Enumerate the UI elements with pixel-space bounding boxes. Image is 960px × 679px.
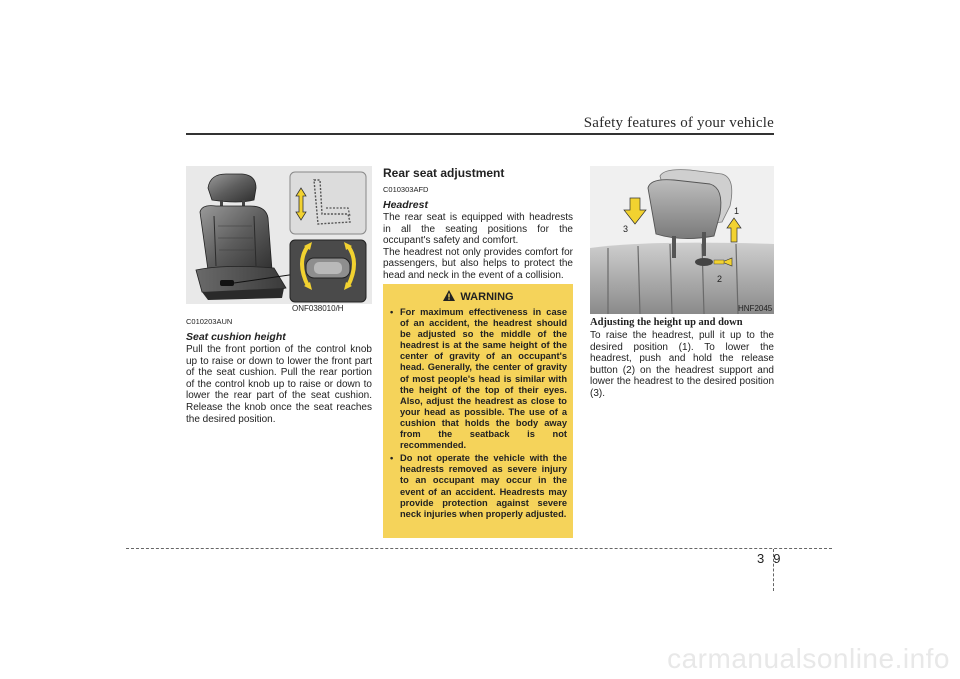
seat-cushion-figure (186, 166, 372, 304)
middle-section-code: C010303AFD (383, 185, 429, 194)
right-figure-caption: HNF2045 (738, 304, 773, 313)
warning-item-text: For maximum effectiveness in case of an accident, the headrest should be adjusted so the middle of the headrest is at the same height of the center of gravity of an occupant's head. Generally, the center of gravity of most people's head is similar with the height of the top of their eyes. Also, adjust the headrest as close to your head as possible. The use of a cushion that holds the body away from the seatback is not recommended. (400, 307, 567, 451)
warning-item (390, 307, 567, 451)
headrest-adjust-title: Adjusting the height up and down (590, 317, 743, 328)
headrest-paragraph-1: The rear seat is equipped with headrests in all the seating positions for the occupant's safety and comfort. (383, 212, 573, 247)
warning-box (383, 284, 573, 538)
chapter-number: 3 (757, 551, 765, 566)
page-number (757, 551, 780, 566)
left-figure-caption: ONF038010/H (292, 304, 344, 313)
callout-1: 1 (734, 206, 740, 216)
middle-text-column (383, 166, 573, 282)
bullet-icon: • (390, 453, 394, 464)
warning-item-text: Do not operate the vehicle with the headrests removed as severe injury to an occupant may occur in the event of an accident. Headrests may provide protection against severe neck injuries when properly adjusted. (400, 453, 567, 519)
callout-2: 2 (717, 274, 723, 284)
headrest-adjust-body: To raise the headrest, pull it up to the desired position (1). To lower the headrest, push and hold the release button (2) on the headrest support and lower the headrest to the desired position (3). (590, 330, 774, 399)
rear-seat-heading: Rear seat adjustment (383, 166, 505, 180)
seat-cushion-body: Pull the front portion of the control knob up to raise or down to lower the front part of the seat cushion. Pull the rear portion of the control knob up to raise or down to lower the rear part of the seat cushion. Release the knob once the seat reaches the desired position. (186, 344, 372, 425)
seat-illustration (186, 166, 372, 304)
left-section-code: C010203AUN (186, 317, 233, 326)
section-title: Safety features of your vehicle (583, 115, 774, 131)
right-text-column (590, 317, 774, 400)
footer-rule (126, 548, 832, 549)
seat-cushion-heading: Seat cushion height (186, 331, 286, 343)
page-number-value: 9 (773, 551, 781, 566)
bullet-icon: • (390, 307, 394, 317)
headrest-figure (590, 166, 774, 314)
callout-3: 3 (623, 224, 629, 234)
warning-triangle-icon (443, 290, 455, 304)
left-text-column (186, 317, 372, 425)
warning-title: WARNING (460, 290, 514, 303)
headrest-heading: Headrest (383, 199, 428, 211)
headrest-paragraph-2: The headrest not only provides comfort for passengers, but also helps to protect the head and neck in the event of a collision. (383, 246, 573, 281)
warning-item (390, 453, 567, 520)
headrest-illustration (590, 166, 774, 314)
warning-heading (390, 290, 567, 304)
header-rule (186, 133, 774, 135)
watermark: carmanualsonline.info (667, 643, 950, 674)
